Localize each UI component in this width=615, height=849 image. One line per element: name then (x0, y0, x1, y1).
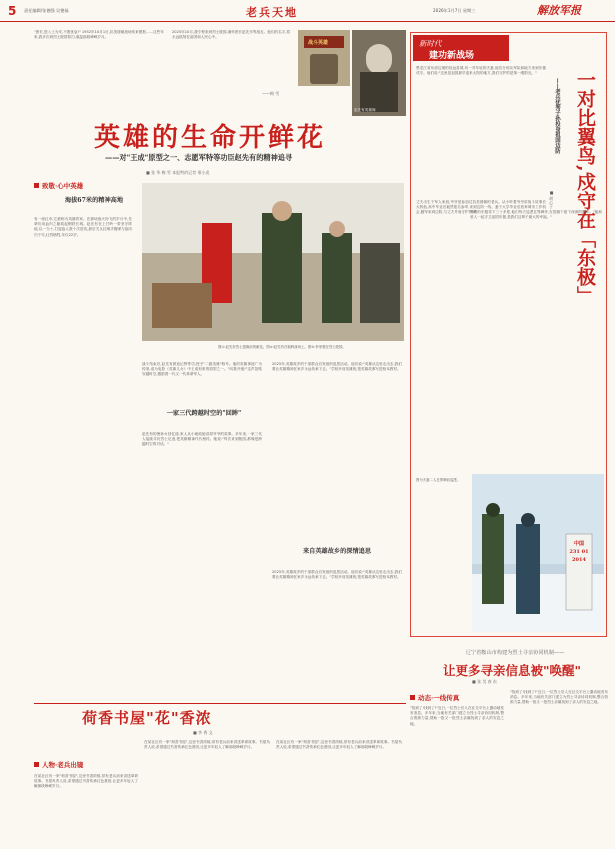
feature-photo-caption: 图为夫妻二人在界碑前巡逻。 (416, 478, 461, 482)
lotus-text-a: 在某社区有一家"荷香书屋",这里书香浓郁,常有老兵前来讲述革命故事。书屋负责人说,希望通过书香传承红色基因,让更多年轻人了解那段峥嵘岁月。 (34, 774, 138, 789)
hero-subtitle: ——对"王成"原型之一、志愿军特等功臣赵先有的精神追寻 (105, 153, 293, 162)
section-hill-text: 有一座红伞,它被称为英雄的家。在那场战火纷飞的岁月中,先辈们用血肉之躯筑起钢铁长城。赵先有在上甘岭一带坚守阵地,以一当十,打退敌人数十次进攻,最后关头拉响手榴弹与敌同归于尽,壮烈牺牲,年仅22岁。 (34, 217, 132, 237)
red-square-icon (34, 183, 39, 188)
page-number: 5 (8, 4, 17, 18)
feature-subtitle: ——老兵优秀子孙投身祖国边防 (554, 78, 560, 154)
section-heading-yijia: 一家三代跨越时空的"回眸" (166, 410, 242, 417)
feature-headline: 一对比翼鸟,戍守在「东极」 (574, 70, 596, 305)
section-yijia-text: 赵先有的侄孙女回忆道,家人从小就给她讲叔爷爷的故事。多年来,一家三代人接续寻访烈士足迹,把英雄精神代代相传。她说:"每次来到陵园,都像是跨越时空的对话。" (142, 432, 262, 447)
old-photo-caption: 赵先有英雄像 (354, 108, 376, 112)
col-right-text: 2025年,英雄故乡的干部群众自发组织追思活动。他们说:"英雄从这里走出去,我们要让英雄精神在家乡永远传承下去。"学校开设英雄班,把英雄故事写进校本教材。 (272, 362, 402, 372)
hero-photo-illustration (142, 183, 404, 341)
editors-line: 责任编辑/张德强 吴德福 (24, 8, 69, 13)
section-title: 老兵天地 (246, 6, 298, 19)
sub-article-kicker: 辽宁省鞍山市构建为烈士寻亲协同机制—— (465, 650, 565, 656)
hero-headline: 英雄的生命开鲜花 (93, 123, 326, 153)
top-left-author: ——梅 雪 (262, 91, 280, 96)
lotus-headline: 荷香书屋"花"香浓 (82, 709, 212, 727)
old-hero-portrait (352, 30, 406, 116)
sub-article-title: 让更多寻亲信息被"唤醒" (442, 663, 582, 678)
sub-article-text-b: "找到了!找到了!"近日,一位烈士后人在社交平台上激动地发布消息。多年来,当地有关部门建立为烈士寻亲协同机制,整合资源力量,帮助一批又一批烈士亲属找到了亲人的安息之地。 (510, 690, 608, 705)
top-photo-caption: 战斗英雄 (308, 40, 329, 46)
top-left-text-a: "团长,您入土为安,不胜忧哀!" 1952年10月1日,抗美援朝战场传来捷报……这些年来,我多次到烈士陵园祭扫,重温那段峥嵘岁月。 (34, 30, 164, 40)
hero-photo-caption: 图①:赵先有烈士遗像前的献花。图②:赵先有在朝鲜战场上。图③:李家强在烈士陵园。 (218, 345, 346, 349)
col-mid-text: 战斗结束后,赵先有被追记特等功,授予"二级英雄"称号。他的英雄事迹广为传颂,成为电影《英雄儿女》中王成形象的原型之一。"向我开炮!"这声怒吼穿越时空,激励着一代又一代革命军人。 (142, 362, 262, 377)
feature-text-b: 丈夫出生于军人家庭,爷爷是参加过抗美援朝的老兵。从小听着爷爷讲战斗故事长大的他,高中毕业后毅然报名参军,来到边防一线。妻子大学毕业后放弃城市工作机会,随军来到边防,与丈夫并肩守护界碑。 (416, 200, 546, 215)
feature-text-a: 黑龙江省东部边境的抚远县城,有一对年轻的夫妻,他们分别从军队和地方来到东极戍守。他们说:"这里是祖国最早迎来太阳的地方,我们守护的是第一缕阳光。" (416, 66, 546, 76)
red-square-icon (410, 695, 415, 700)
divider-horizontal (34, 703, 406, 704)
red-square-icon (34, 762, 39, 767)
hero-byline: ■ 张 华 梅 雪 本报特约记者 邢小虎 (146, 170, 210, 175)
section-laizi-text: 2025年,英雄故乡的干部群众自发组织追思活动。他们说:"英雄从这里走出去,我们要让英雄精神在家乡永远传承下去。"学校开设英雄班,把英雄故事写进校本教材。 (272, 570, 402, 580)
issue-date: 2026年1月7日 星期三 (433, 8, 476, 13)
lotus-author: ■ 李 香 文 (193, 730, 213, 735)
border-marker: 中国 231 01 2014 (569, 541, 589, 563)
tag-zhijing: 致敬·心中英雄 (34, 181, 83, 190)
feature-text-c: 冬季的东极零下三十多度,他们每天巡逻在界碑旁,在国旗下留下深深的脚印。"能和爱人一起守卫祖国东极,是我们这辈子最大的幸福。" (470, 210, 602, 220)
top-left-text-b: 2025年10月,我专程来到烈士陵园,缅怀团长赵先东等战友。他们的名字,将永远铭刻在祖国和人民心中。 (172, 30, 290, 40)
lotus-text-b: 在某社区有一家"荷香书屋",这里书香浓郁,常有老兵前来讲述革命故事。书屋负责人说,希望通过书香传承红色基因,让更多年轻人了解那段峥嵘岁月。 (144, 740, 270, 750)
page-header (0, 0, 615, 22)
lotus-text-c: 在某社区有一家"荷香书屋",这里书香浓郁,常有老兵前来讲述革命故事。书屋负责人说,希望通过书香传承红色基因,让更多年轻人了解那段峥嵘岁月。 (276, 740, 402, 750)
sub-article-byline: ■ 张 昊 春 东 (472, 679, 497, 684)
hero-photo (142, 183, 404, 341)
section-heading-laizi: 来自英雄故乡的深情追思 (302, 548, 372, 555)
section-heading-hill: 海拔67米的精神高地 (64, 197, 124, 204)
feature-author: ■ 胡心子 (549, 190, 554, 209)
sub-article-text-a: "找到了!找到了!"近日,一位烈士后人在社交平台上激动地发布消息。多年来,当地有关部门建立为烈士寻亲协同机制,整合资源力量,帮助一批又一批烈士亲属找到了亲人的安息之地。 (410, 706, 504, 726)
tag-dongtai: 动态·一线传真 (410, 693, 459, 702)
tag-renwu: 人物·老兵出镜 (34, 760, 83, 769)
top-photo (298, 30, 350, 86)
feature-photo (472, 474, 604, 632)
feature-banner: 新时代 建功新战场 (413, 35, 509, 61)
newspaper-logo: 解放军报 (537, 4, 581, 17)
